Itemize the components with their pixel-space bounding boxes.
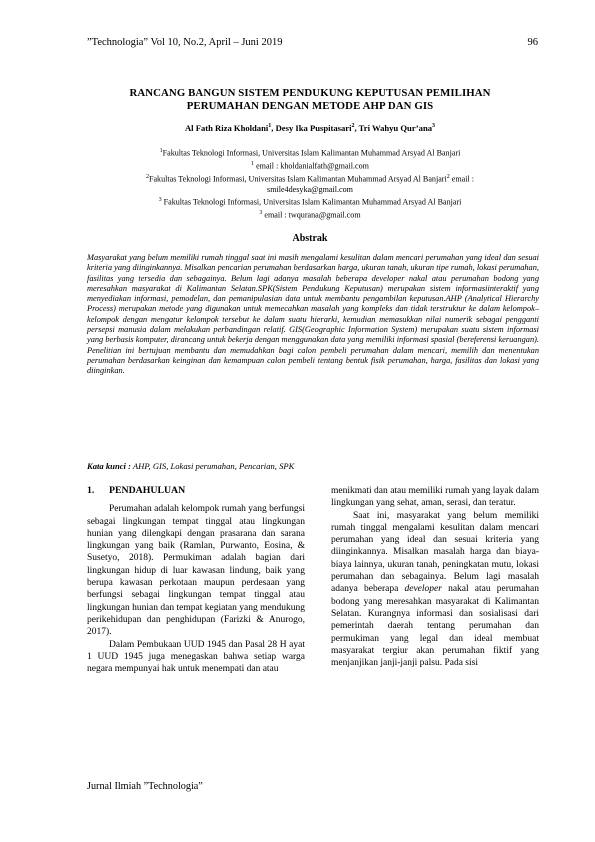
body-column-right — [331, 485, 539, 669]
abstract-heading: Abstrak — [292, 233, 328, 244]
affiliation-mark: 2 — [446, 173, 450, 180]
page-number: 96 — [527, 37, 538, 48]
author-affiliation-mark: 2 — [351, 123, 355, 130]
email-text: smile4desyka@gmail.com — [267, 184, 353, 194]
body-paragraph: Perumahan adalah kelompok rumah yang berfungsi sebagai lingkungan tempat tinggal atau lingkungan hunian yang dilengkapi dengan prasarana dan sarana lingkungan yang baik (Ramlan, Purwanto, Eosina, & Susetyo, 2018). Permukiman adalah bagian dari lingkungan hidup di luar kawasan lindung, baik yang berupa kawasan perkotaan maupun perdesaan yang berfungsi sebagai lingkungan tempat tinggal atau lingkungan hunian dan tempat kegiatan yang mendukung perikehidupan dan penghidupan (Farizki & Anurogo, 2017). — [87, 504, 306, 638]
author-separator: , — [354, 123, 359, 133]
affiliation-mark: 3 — [259, 210, 263, 217]
affiliation-text: Fakultas Teknologi Informasi, Universitas Islam Kalimantan Muhammad Arsyad Al Banjari — [162, 148, 461, 158]
body-text: nakal atau perumahan bodong yang meresahkan masyarakat di Kalimantan Selatan. Kurangnya informasi dan sosialisasi dari pemerintah daerah tentang perumahan dan permukiman yang legal dan ideal membuat masyarakat tergiur akan perumahan fiktif yang menjanjikan janji-janji palsu. Pada sisi — [331, 584, 539, 669]
affiliation-2-email — [90, 185, 530, 195]
author-name: Desy Ika Puspitasari — [275, 123, 352, 133]
author-list — [60, 123, 560, 133]
section-heading — [87, 485, 305, 497]
body-text: Saat ini, masyarakat yang belum memiliki rumah tinggal mengalami kesulitan dalam mencari perumahan yang ideal dan sesuai kriteria yang diinginkannya. Misalkan masalah harga dan biaya-biaya lainnya, ukuran tanah, peningkatan mutu, lokasi perumahan dan sebagainya. Belum lagi masalah adanya beberapa — [331, 510, 539, 595]
affiliation-1 — [90, 146, 530, 159]
affiliation-text: Fakultas Teknologi Informasi, Universitas Islam Kalimantan Muhammad Arsyad Al Banjari — [148, 174, 447, 184]
author-affiliation-mark: 1 — [268, 123, 272, 130]
body-column-left — [87, 485, 305, 675]
author-name: Al Fath Riza Kholdani — [184, 123, 269, 133]
section-number: 1. — [87, 485, 95, 496]
body-paragraph: menikmati dan atau memiliki rumah yang layak dalam lingkungan yang sehat, aman, serasi, dan teratur. — [331, 486, 539, 509]
affiliation-3 — [90, 195, 530, 208]
affiliation-1-email — [90, 159, 530, 172]
affiliation-mark: 1 — [251, 160, 255, 167]
affiliation-mark: 3 — [158, 197, 162, 204]
affiliation-mark: 1 — [159, 148, 163, 154]
paper-title-line-1: RANCANG BANGUN SISTEM PENDUKUNG KEPUTUSAN PEMILIHAN — [129, 87, 491, 99]
running-header — [87, 37, 538, 48]
journal-issue: ”Technologia” Vol 10, No.2, April – Juni 2019 — [87, 37, 283, 48]
keywords-text: AHP, GIS, Lokasi perumahan, Pencarian, SPK — [130, 461, 295, 471]
author-name: Tri Wahyu Qur’ana — [358, 123, 433, 133]
email-label: email : — [449, 174, 475, 184]
abstract-text: Masyarakat yang belum memiliki rumah tinggal saat ini masih mengalami kesulitan dalam mencari perumahan yang ideal dan sesuai kriteria yang diinginkannya. Misalkan pencarian perumahan berdasarkan harga, ukuran tanah, ukuran tipe rumah, lokasi perumahan, fasilitas yang tersedia dan sebagainya. Belum lagi adanya masalah beberapa developer nakal atau perumahan bodong yang meresahkan masyarakat di Kalimantan Selatan.SPK(Sistem Pendukung Keputusan) merupakan sistem informasiinteraktif yang menyediakan informasi, pemodelan, dan pemanipulasian data untuk membantu pengambilan keputusan.AHP (Analytical Hierarchy Process) merupakan metode yang digunakan untuk memecahkan masalah yang kompleks dan tidak terstruktur ke dalam kelompok–kelompok dengan mengatur kelompok tersebut ke dalam suatu hierarki, kemudian memasukkan nilai numerik sebagai pengganti persepsi manusia dalam melakukan perbandingan relatif. GIS(Geographic Information System) merupakan suatu sistem informasi yang berbasis komputer, dirancang untuk bekerja dengan menggunakan data yang memiliki informasi spasial (bereferensi keruangan). Penelitian ini bertujuan membantu dan memudahkan bagi calon pembeli perumahan dalam mencari, memilih dan menentukan perumahan berdasarkan keinginan dan kemampuan calon pembeli tentang bentuk fisik perumahan, harga, fasilitas dan lokasi yang diinginkan. — [87, 253, 539, 376]
author-affiliation-mark: 3 — [432, 123, 436, 130]
affiliations — [90, 146, 530, 221]
section-title: PENDAHULUAN — [109, 485, 186, 496]
keywords-label: Kata kunci : — [87, 461, 131, 471]
body-paragraph: Dalam Pembukaan UUD 1945 dan Pasal 28 H ayat 1 UUD 1945 juga menegaskan bahwa setiap warga negara mempunyai hak untuk menempati dan atau — [87, 639, 305, 675]
body-paragraph — [331, 510, 539, 670]
affiliation-text: Fakultas Teknologi Informasi, Universitas Islam Kalimantan Muhammad Arsyad Al Banjari — [161, 197, 462, 207]
body-text-italic: developer — [404, 584, 442, 595]
author-separator: , — [271, 123, 276, 133]
paper-title — [60, 87, 560, 113]
email-text: email : kholdanialfath@gmail.com — [254, 161, 369, 171]
paper-title-line-2: PERUMAHAN DENGAN METODE AHP DAN GIS — [186, 100, 434, 112]
affiliation-2 — [90, 172, 530, 185]
affiliation-mark: 2 — [145, 173, 149, 180]
keywords — [87, 461, 539, 471]
email-text: email : twqurana@gmail.com — [262, 210, 361, 220]
running-footer: Jurnal Ilmiah ”Technologia” — [87, 781, 203, 792]
affiliation-3-email — [90, 208, 530, 221]
